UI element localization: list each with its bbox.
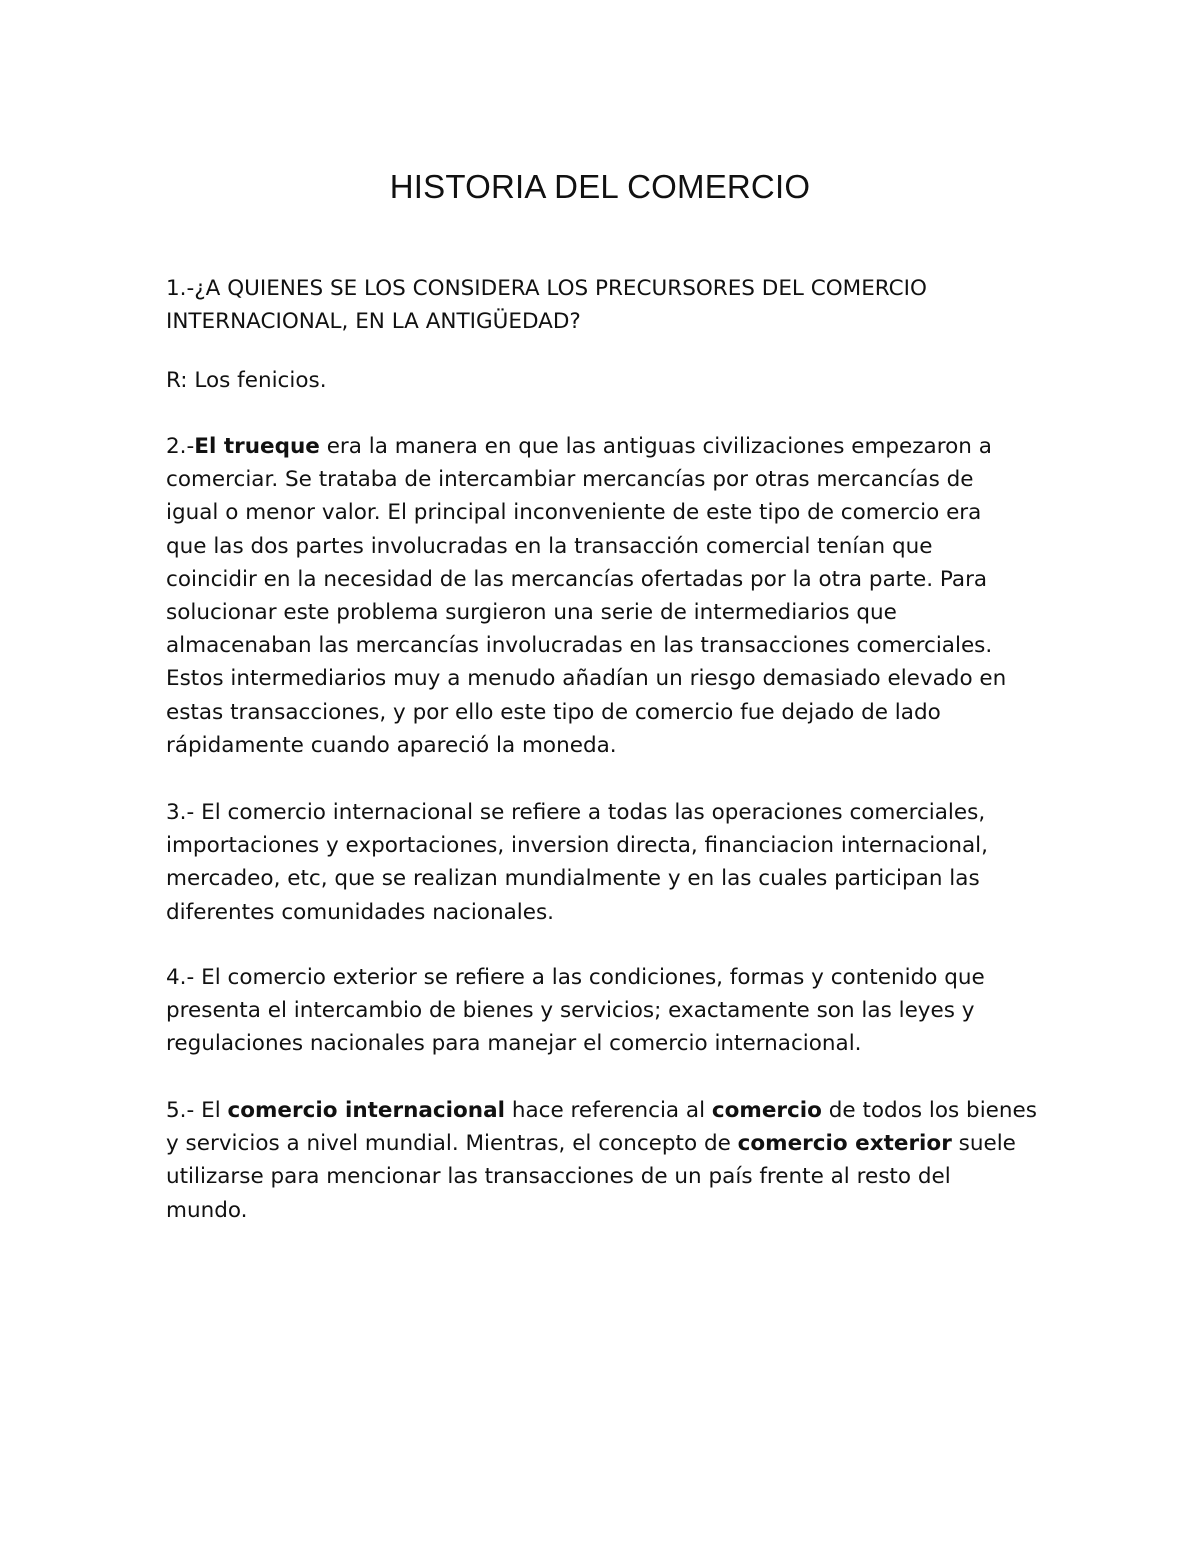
paragraph-5 (166, 1094, 1046, 1227)
paragraph-3-line: mercadeo, etc, que se realizan mundialmente y en las cuales participan las (166, 866, 980, 892)
paragraph-5-text: 5.- El (166, 1098, 228, 1123)
paragraph-3 (166, 796, 1046, 929)
question-1-line: INTERNACIONAL, EN LA ANTIGÜEDAD? (166, 309, 581, 335)
paragraph-5-text: suele (951, 1131, 1016, 1157)
paragraph-2-line: almacenaban las mercancías involucradas en las transacciones comerciales. (166, 633, 993, 659)
paragraph-3-line: diferentes comunidades nacionales. (166, 899, 554, 925)
paragraph-4-line: 4.- El comercio exterior se refiere a las condiciones, formas y contenido que (166, 965, 985, 990)
paragraph-2-prefix: 2.- (166, 434, 195, 459)
paragraph-2-line-rest: era la manera en que las antiguas civilizaciones empezaron a (319, 434, 992, 459)
paragraph-2-line: que las dos partes involucradas en la transacción comercial tenían que (166, 533, 933, 559)
paragraph-5-line (166, 1127, 1046, 1160)
question-1 (166, 272, 1046, 338)
bold-term-comercio: comercio (711, 1098, 822, 1123)
answer-1 (166, 364, 1046, 397)
paragraph-2-line (166, 430, 1046, 463)
paragraph-5-line (166, 1094, 1046, 1127)
paragraph-5-text: y servicios a nivel mundial. Mientras, el concepto de (166, 1131, 738, 1157)
paragraph-3-line: 3.- El comercio internacional se refiere a todas las operaciones comerciales, (166, 800, 986, 825)
paragraph-2-line: estas transacciones, y por ello este tipo de comercio fue dejado de lado (166, 699, 941, 725)
paragraph-2-line: igual o menor valor. El principal inconveniente de este tipo de comercio era (166, 500, 982, 526)
paragraph-4-line: presenta el intercambio de bienes y servicios; exactamente son las leyes y (166, 998, 975, 1024)
question-1-line: 1.-¿A QUIENES SE LOS CONSIDERA LOS PRECURSORES DEL COMERCIO (166, 276, 927, 301)
paragraph-5-line: mundo. (166, 1197, 248, 1223)
paragraph-2-line: Estos intermediarios muy a menudo añadían un riesgo demasiado elevado en (166, 666, 1007, 692)
paragraph-2 (166, 430, 1046, 762)
paragraph-4-line: regulaciones nacionales para manejar el comercio internacional. (166, 1031, 862, 1057)
paragraph-5-text: de todos los bienes (821, 1098, 1037, 1123)
paragraph-2-line: coincidir en la necesidad de las mercancías ofertadas por la otra parte. Para (166, 566, 988, 592)
bold-term-trueque: El trueque (194, 434, 320, 459)
paragraph-4 (166, 961, 1046, 1061)
bold-term-comercio-exterior: comercio exterior (737, 1131, 952, 1157)
page-title: HISTORIA DEL COMERCIO (389, 168, 811, 205)
answer-1-line: R: Los fenicios. (166, 368, 327, 393)
paragraph-3-line: importaciones y exportaciones, inversion directa, financiacion internacional, (166, 833, 988, 859)
paragraph-5-text: hace referencia al (505, 1098, 712, 1123)
paragraph-2-line: solucionar este problema surgieron una serie de intermediarios que (166, 600, 897, 626)
paragraph-2-line: rápidamente cuando apareció la moneda. (166, 732, 617, 758)
bold-term-comercio-internacional: comercio internacional (227, 1098, 505, 1123)
paragraph-2-line: comerciar. Se trataba de intercambiar mercancías por otras mercancías de (166, 467, 974, 493)
paragraph-5-line: utilizarse para mencionar las transacciones de un país frente al resto del (166, 1164, 951, 1190)
